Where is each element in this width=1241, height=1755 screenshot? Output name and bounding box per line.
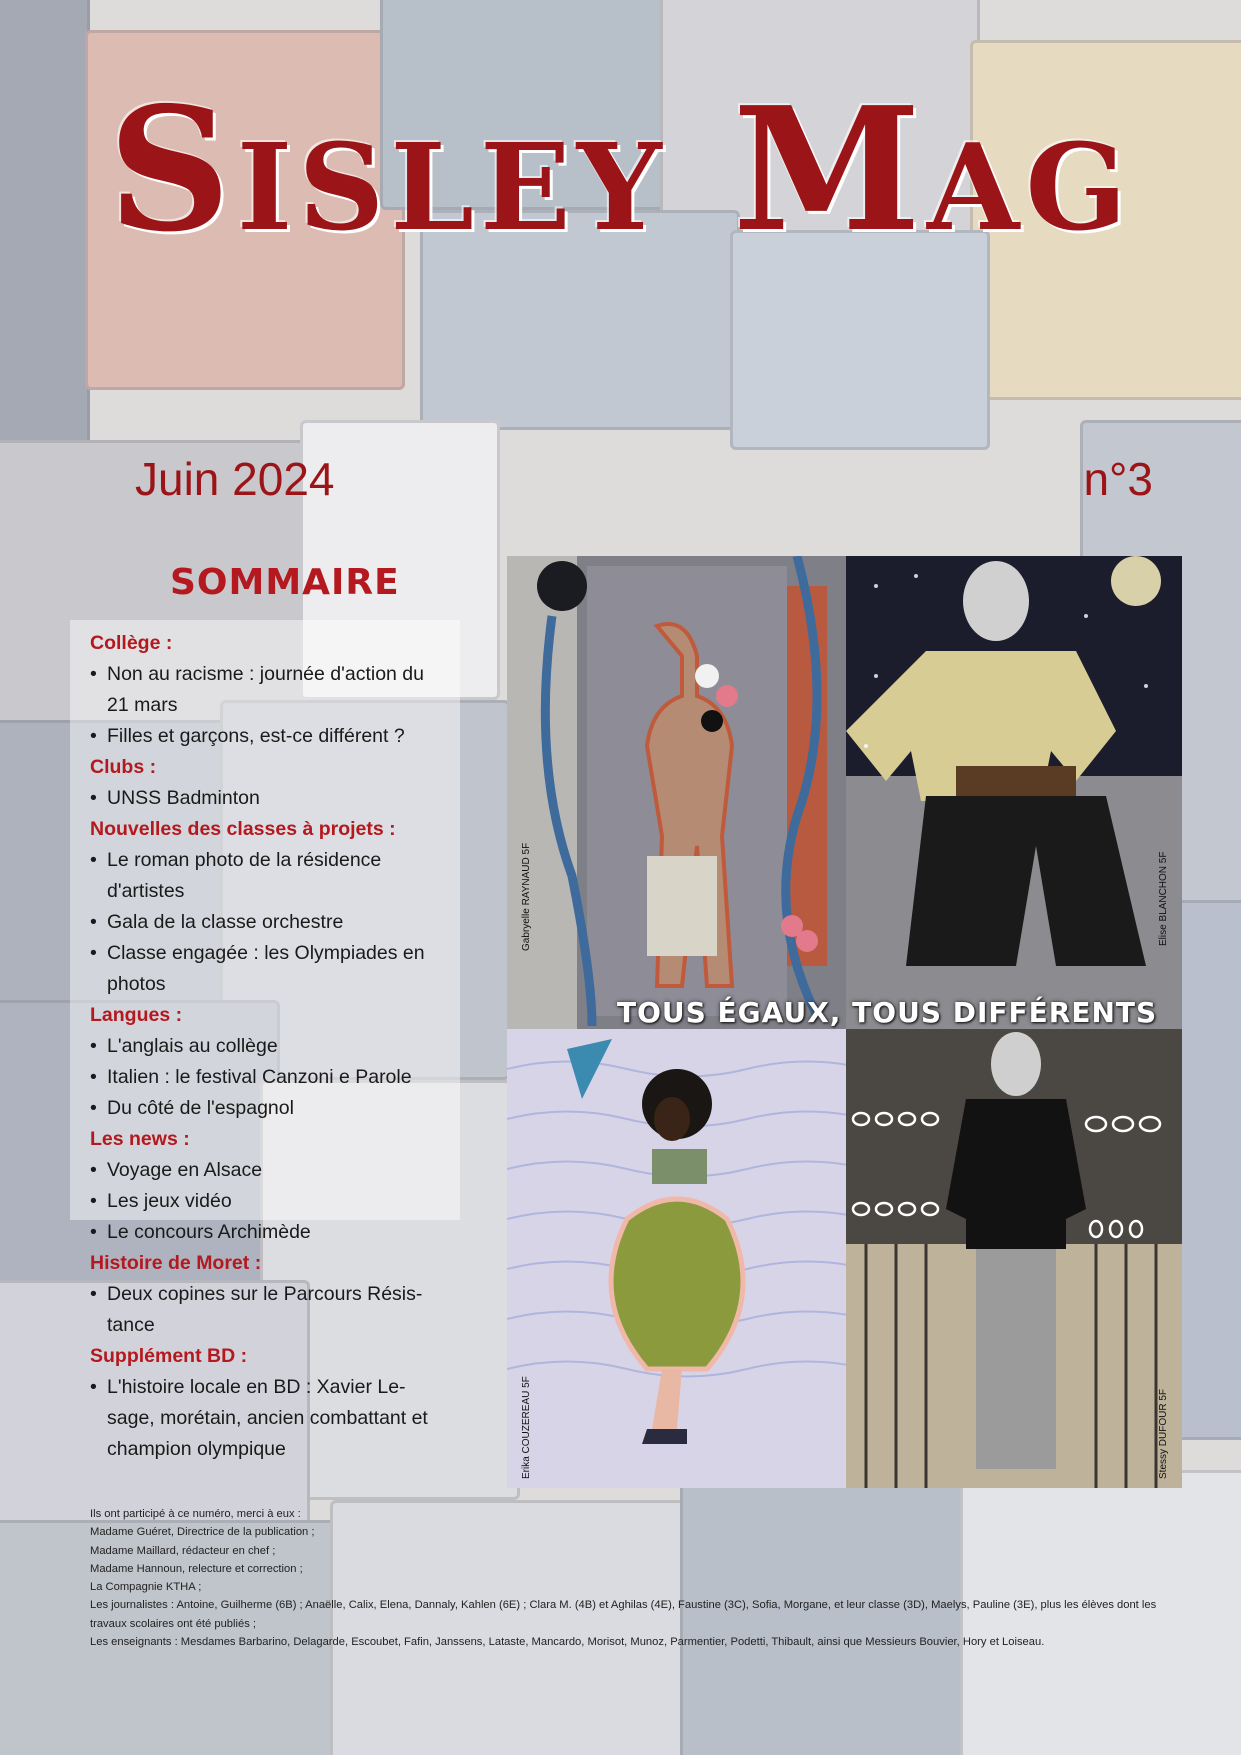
footer-line: Les enseignants : Mesdames Barbarino, Delagarde, Escoubet, Fafin, Janssens, Lataste, Mancardo, Morisot, Munoz, Parmentier, Podetti, Thibault, ainsi que Messieurs Bouvier, Hory et Loiseau.	[90, 1636, 1045, 1649]
toc-item[interactable]: • Du côté de l'espagnol	[90, 1093, 450, 1124]
issue-date: Juin 2024	[135, 453, 335, 505]
toc-section-title[interactable]: Les news :	[90, 1128, 190, 1150]
toc-item[interactable]: • Filles et garçons, est-ce différent ?	[90, 721, 450, 752]
toc-item[interactable]: • Les jeux vidéo	[90, 1186, 450, 1217]
toc-item[interactable]: • L'anglais au collège	[90, 1031, 450, 1062]
toc-item[interactable]: • L'histoire locale en BD : Xavier Le-sage, morétain, ancien combattant et champion olympique	[90, 1372, 450, 1465]
collage-figure-3	[507, 1029, 846, 1488]
toc-section-title[interactable]: Collège :	[90, 632, 173, 654]
toc-section-title[interactable]: Supplément BD :	[90, 1345, 248, 1367]
artist-credit: Erika COUZEREAU 5F	[521, 1376, 532, 1479]
credits-footer	[90, 1505, 1170, 1651]
artwork-panel-raynaud	[507, 556, 846, 1029]
toc-item[interactable]: • Voyage en Alsace	[90, 1155, 450, 1186]
toc-item[interactable]: • UNSS Badminton	[90, 783, 450, 814]
toc-item[interactable]: • Deux copines sur le Parcours Résis-tance	[90, 1279, 450, 1341]
toc-section-title[interactable]: Histoire de Moret :	[90, 1252, 262, 1274]
toc-item[interactable]: • Le roman photo de la résidence d'artistes	[90, 845, 450, 907]
artwork-panel-dufour	[846, 1029, 1182, 1488]
artist-credit: Elise BLANCHON 5F	[1158, 851, 1169, 946]
toc-item[interactable]: • Le concours Archimède	[90, 1217, 450, 1248]
artist-credit: Stessy DUFOUR 5F	[1158, 1388, 1169, 1479]
footer-line: Les journalistes : Antoine, Guilherme (6B) ; Anaëlle, Calix, Elena, Dannaly, Kahlen (6E) ; Clara M. (4B) et Aghilas (4E), Faustine (3C), Sofia, Morgane, et leur classe (3D), Maelys, Pauline (3E), plus les élèves dont les travaux scolaires ont été publiés ;	[90, 1599, 1157, 1630]
collage-figure-4	[846, 1029, 1182, 1488]
toc-item[interactable]: • Non au racisme : journée d'action du 21 mars	[90, 659, 450, 721]
artist-credit: Gabryelle RAYNAUD 5F	[521, 842, 532, 951]
footer-line: Madame Maillard, rédacteur en chef ;	[90, 1544, 276, 1557]
toc-section-title[interactable]: Clubs :	[90, 756, 157, 778]
artwork-panel-blanchon	[846, 556, 1182, 1029]
toc-section-title[interactable]: Nouvelles des classes à projets :	[90, 818, 396, 840]
footer-line: La Compagnie KTHA ;	[90, 1581, 202, 1594]
toc-item[interactable]: • Italien : le festival Canzoni e Parole	[90, 1062, 450, 1093]
issue-number: n°3	[1083, 453, 1153, 505]
toc-section-title[interactable]: Langues :	[90, 1004, 183, 1026]
artwork-panel-couzereau	[507, 1029, 846, 1488]
cover-artwork-collage	[507, 556, 1182, 1488]
collage-figure-2	[846, 556, 1182, 1029]
toc-item[interactable]: • Classe engagée : les Olympiades en photos	[90, 938, 450, 1000]
sommaire-heading: SOMMAIRE	[170, 562, 400, 603]
magazine-title: Sisley Mag	[107, 70, 1133, 270]
footer-line: Ils ont participé à ce numéro, merci à eux :	[90, 1508, 301, 1520]
toc-item[interactable]: • Gala de la classe orchestre	[90, 907, 450, 938]
collage-figure-1	[507, 556, 846, 1029]
footer-line: Madame Guéret, Directrice de la publication ;	[90, 1526, 315, 1539]
footer-line: Madame Hannoun, relecture et correction ;	[90, 1562, 303, 1575]
table-of-contents	[90, 628, 450, 1465]
artwork-banner: TOUS ÉGAUX, TOUS DIFFÉRENTS	[617, 996, 1158, 1029]
